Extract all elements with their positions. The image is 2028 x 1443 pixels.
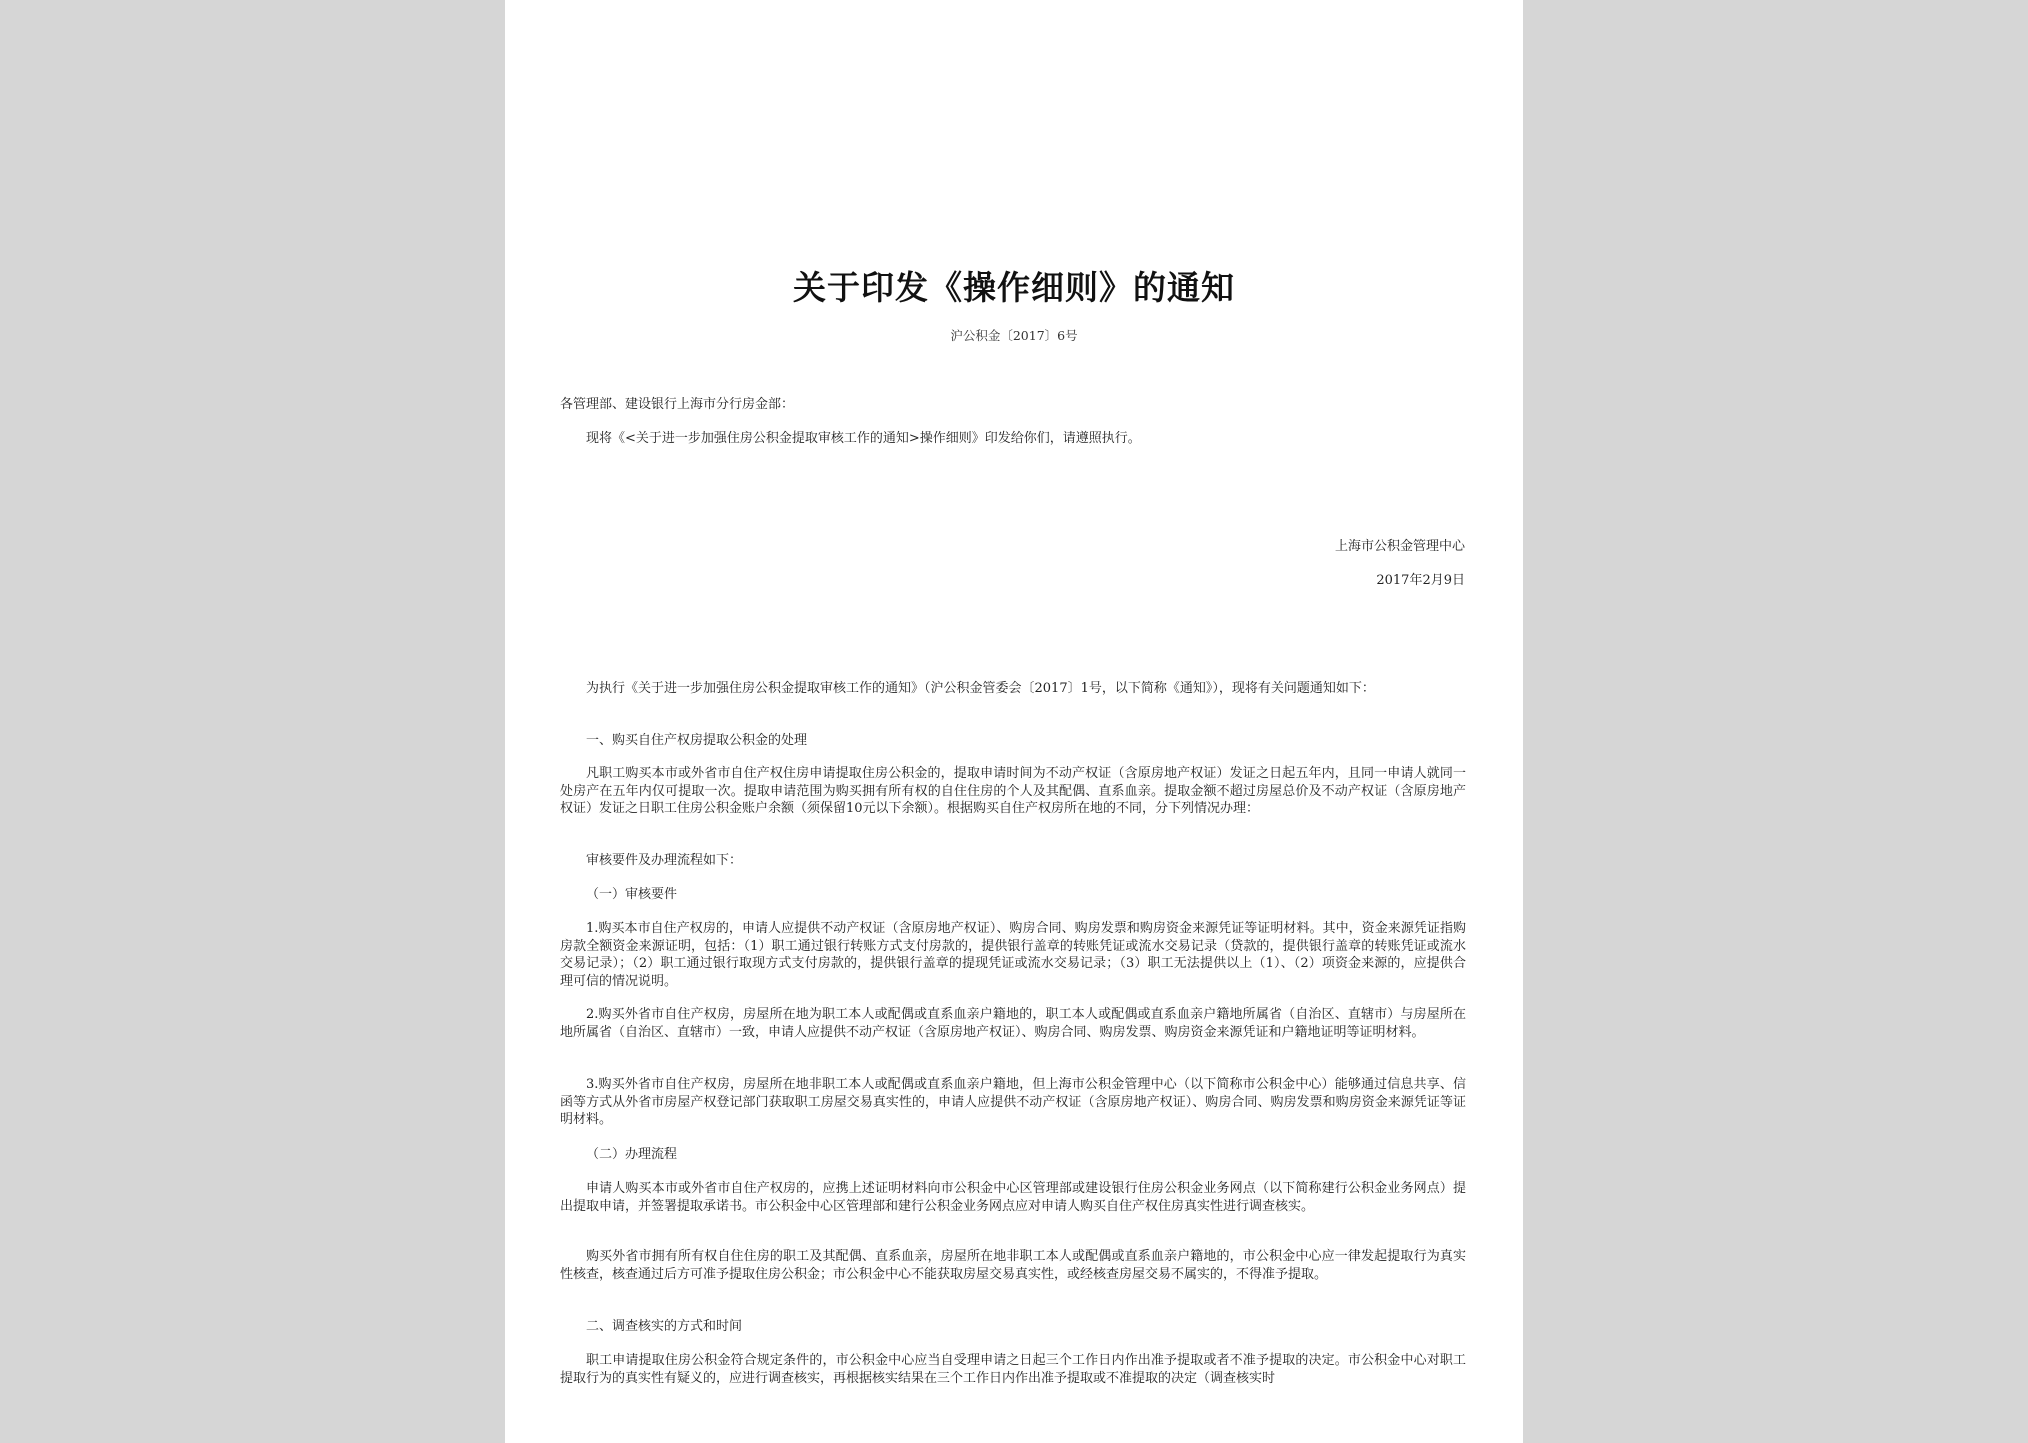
subsection-heading-2: （二）办理流程 [586,1147,678,1162]
body-paragraph-8: 购买外省市拥有所有权自住住房的职工及其配偶、直系血亲，房屋所在地非职工本人或配偶或直系血亲户籍地的，市公积金中心应一律发起提取行为真实性核查，核查通过后方可准予提取住房公积金；市公积金中心不能获取房屋交易真实性，或经核查房屋交易不属实的，不得准予提取。 [560,1249,1466,1282]
body-paragraph-2: 凡职工购买本市或外省市自住产权住房申请提取住房公积金的，提取申请时间为不动产权证（含原房地产权证）发证之日起五年内，且同一申请人就同一处房产在五年内仅可提取一次。提取申请范围为购买拥有所有权的自住住房的个人及其配偶、直系血亲。提取金额不超过房屋总价及不动产权证（含原房地产权证）发证之日职工住房公积金账户余额（须保留10元以下余额）。根据购买自住产权房所在地的不同，分下列情况办理： [560,766,1466,816]
body-paragraph-7: 申请人购买本市或外省市自住产权房的，应携上述证明材料向市公积金中心区管理部或建设银行住房公积金业务网点（以下简称建行公积金业务网点）提出提取申请，并签署提取承诺书。市公积金中心区管理部和建行公积金业务网点应对申请人购买自住产权住房真实性进行调查核实。 [560,1181,1466,1214]
body-paragraph-1: 为执行《关于进一步加强住房公积金提取审核工作的通知》（沪公积金管委会〔2017〕1号，以下简称《通知》），现将有关问题通知如下： [586,681,1375,696]
issuer-name: 上海市公积金管理中心 [1334,539,1465,554]
body-paragraph-5: 2.购买外省市自住产权房，房屋所在地为职工本人或配偶或直系血亲户籍地的，职工本人或配偶或直系血亲户籍地所属省（自治区、直辖市）与房屋所在地所属省（自治区、直辖市）一致，申请人应提供不动产权证（含原房地产权证）、购房合同、购房发票、购房资金来源凭证和户籍地证明等证明材料。 [560,1007,1466,1040]
salutation: 各管理部、建设银行上海市分行房金部： [560,397,795,412]
document-page [505,0,1523,1443]
section-heading-1: 一、购买自住产权房提取公积金的处理 [586,733,808,748]
intro-paragraph: 现将《<关于进一步加强住房公积金提取审核工作的通知>操作细则》印发给你们，请遵照执行。 [586,431,1141,446]
issue-date: 2017年2月9日 [1376,573,1465,588]
document-title: 关于印发《操作细则》的通知 [793,268,1235,307]
body-paragraph-3: 审核要件及办理流程如下： [586,853,743,868]
section-heading-2: 二、调查核实的方式和时间 [586,1319,743,1334]
body-paragraph-6: 3.购买外省市自住产权房，房屋所在地非职工本人或配偶或直系血亲户籍地，但上海市公积金管理中心（以下简称市公积金中心）能够通过信息共享、信函等方式从外省市房屋产权登记部门获取职工房屋交易真实性的，申请人应提供不动产权证（含原房地产权证）、购房合同、购房发票和购房资金来源凭证等证明材料。 [560,1077,1466,1127]
body-paragraph-4: 1.购买本市自住产权房的，申请人应提供不动产权证（含原房地产权证）、购房合同、购房发票和购房资金来源凭证等证明材料。其中，资金来源凭证指购房款全额资金来源证明，包括：（1）职工通过银行转账方式支付房款的，提供银行盖章的转账凭证或流水交易记录（贷款的，提供银行盖章的转账凭证或流水交易记录）；（2）职工通过银行取现方式支付房款的，提供银行盖章的提现凭证或流水交易记录；（3）职工无法提供以上（1）、（2）项资金来源的，应提供合理可信的情况说明。 [560,921,1466,989]
document-number: 沪公积金〔2017〕6号 [950,328,1078,343]
subsection-heading-1: （一）审核要件 [586,887,678,902]
body-paragraph-9: 职工申请提取住房公积金符合规定条件的，市公积金中心应当自受理申请之日起三个工作日内作出准予提取或者不准予提取的决定。市公积金中心对职工提取行为的真实性有疑义的，应进行调查核实，再根据核实结果在三个工作日内作出准予提取或不准提取的决定（调查核实时 [560,1353,1466,1386]
